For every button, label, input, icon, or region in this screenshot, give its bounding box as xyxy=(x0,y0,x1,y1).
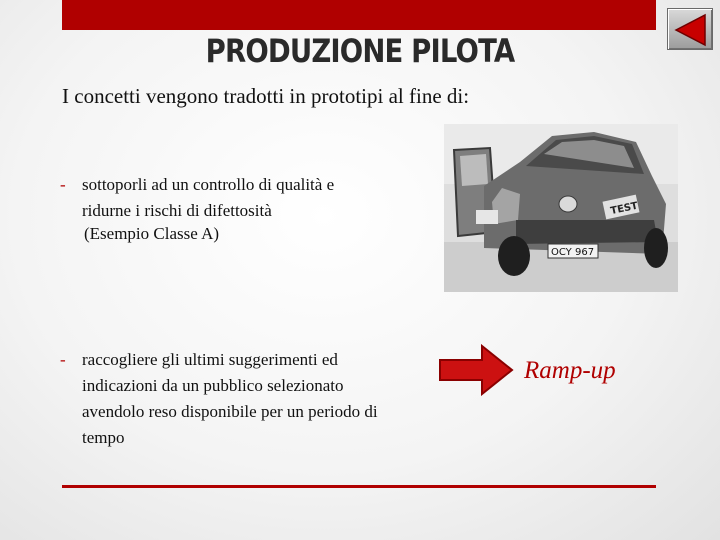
top-accent-bar xyxy=(62,0,656,30)
slide-subtitle: I concetti vengono tradotti in prototipi al fine di: xyxy=(62,84,470,108)
bullet-text: raccogliere gli ultimi suggerimenti ed indicazioni da un pubblico selezionato avendolo reso disponibile per un periodo di tempo xyxy=(82,350,378,447)
back-button[interactable] xyxy=(667,8,713,50)
bullet-marker: - xyxy=(60,350,66,369)
bullet-marker: - xyxy=(60,175,66,194)
slide-title: PRODUZIONE PILOTA xyxy=(205,32,515,70)
ramp-up-label: Ramp-up xyxy=(524,357,616,384)
license-plate: OCY 967 xyxy=(551,247,595,258)
bottom-divider xyxy=(62,485,656,488)
bullet-item xyxy=(60,172,440,262)
car-photo xyxy=(444,124,678,292)
bullet-item xyxy=(60,347,440,457)
example-note: (Esempio Classe A) xyxy=(84,224,220,243)
back-arrow-icon xyxy=(672,12,710,48)
bullet-text: sottoporli ad un controllo di qualità e ridurne i rischi di difettosità xyxy=(82,175,335,220)
test-badge: TEST xyxy=(609,200,639,218)
right-arrow-icon xyxy=(438,344,514,396)
